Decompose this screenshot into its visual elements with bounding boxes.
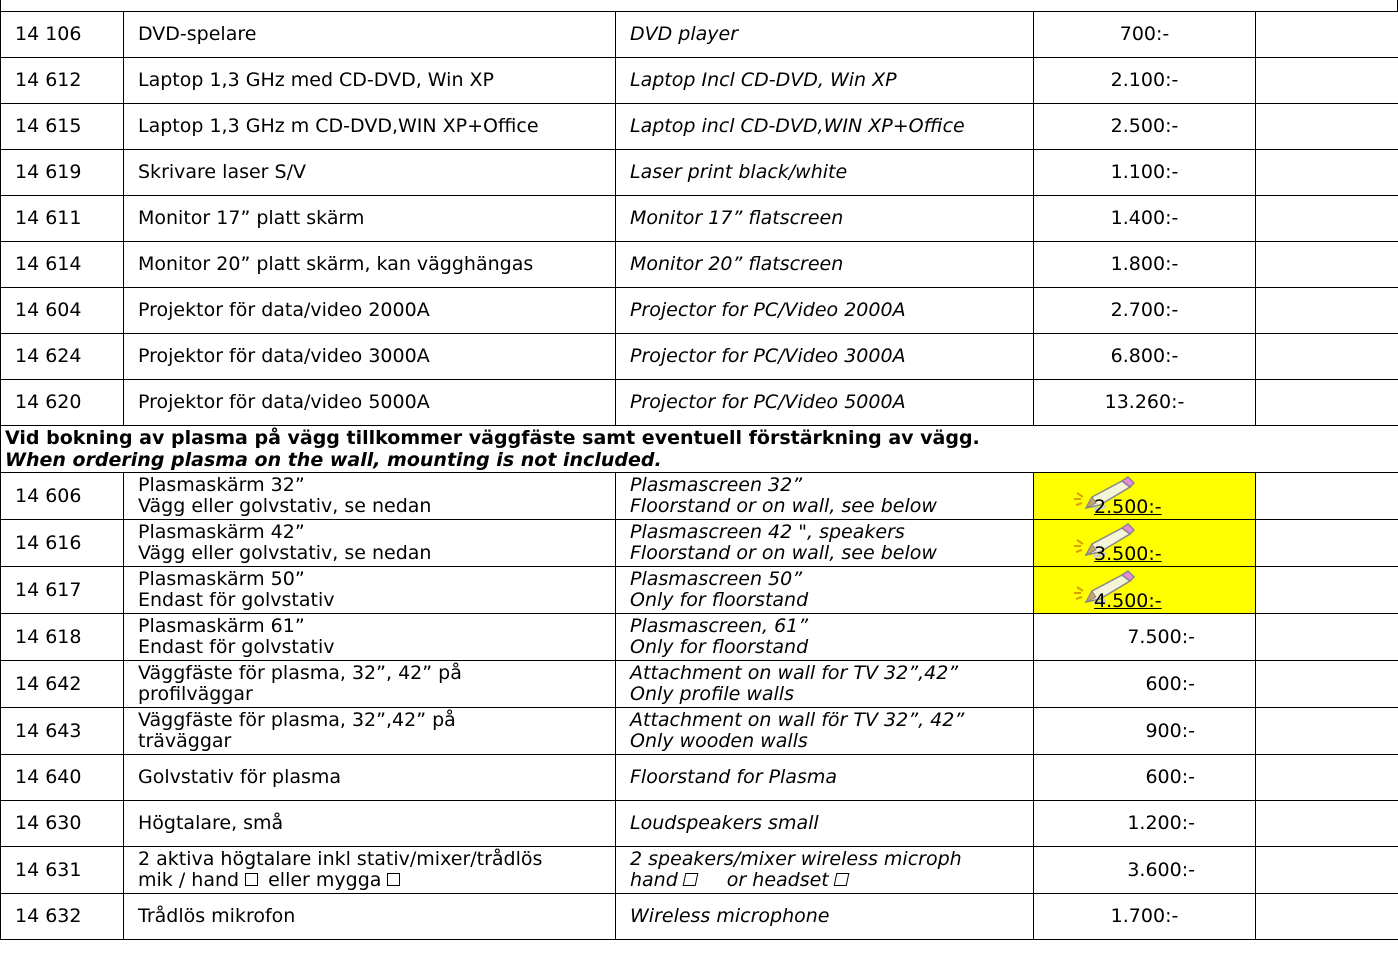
table-row [1,755,1398,801]
empty-cell [1256,380,1398,426]
item-code: 14 632 [1,894,124,940]
item-name-en-line2: Only for floorstand [630,636,809,658]
item-name-en-line1: Plasmascreen 42 ", speakers [630,521,905,543]
empty-cell [1256,473,1398,520]
item-price-highlighted [1034,520,1256,567]
empty-cell [1256,567,1398,614]
item-code: 14 643 [1,708,124,755]
item-name-sv: Projektor för data/video 2000A [124,288,616,334]
notice-row [1,426,1398,473]
empty-cell [1256,104,1398,150]
item-code: 14 611 [1,196,124,242]
item-code: 14 604 [1,288,124,334]
item-name-sv: Skrivare laser S/V [124,150,616,196]
option-mygga-label: eller mygga [268,869,382,891]
item-code: 14 614 [1,242,124,288]
item-code: 14 606 [1,473,124,520]
item-name-en [616,520,1034,567]
item-price: 900:- [1034,708,1256,755]
item-name-en-line2: Only profile walls [630,683,794,705]
item-price: 2.500:- [1094,496,1162,518]
item-code: 14 612 [1,58,124,104]
item-name-en-line2: Floorstand or on wall, see below [630,542,937,564]
item-name-en: DVD player [616,12,1034,58]
table-row [1,708,1398,755]
item-name-sv-line2: Vägg eller golvstativ, se nedan [138,495,432,517]
table-top-edge [0,0,1398,11]
item-price: 7.500:- [1034,614,1256,661]
option-headset-label: or headset [726,869,829,891]
item-name-sv-line1: Plasmaskärm 61” [138,615,305,637]
item-name-sv: Projektor för data/video 5000A [124,380,616,426]
table-row [1,242,1398,288]
empty-cell [1256,12,1398,58]
option-hand-label: hand [630,869,678,891]
item-price: 2.100:- [1034,58,1256,104]
checkbox-icon[interactable] [682,873,698,886]
item-name-sv: Högtalare, små [124,801,616,847]
table-row [1,196,1398,242]
item-name-sv-line2 [138,870,615,891]
item-code: 14 617 [1,567,124,614]
empty-cell [1256,661,1398,708]
item-name-en: Projector for PC/Video 2000A [616,288,1034,334]
checkbox-icon[interactable] [387,873,400,886]
item-code: 14 618 [1,614,124,661]
item-name-en-line1: Plasmascreen 32” [630,474,803,496]
item-name-sv-line2: träväggar [138,730,232,752]
item-name-sv [124,520,616,567]
empty-cell [1256,614,1398,661]
item-name-en-line1: Attachment on wall for TV 32”,42” [630,662,959,684]
empty-cell [1256,708,1398,755]
item-name-en: Monitor 20” flatscreen [616,242,1034,288]
item-price: 2.500:- [1034,104,1256,150]
item-price: 6.800:- [1034,334,1256,380]
notice-en: When ordering plasma on the wall, mounting is not included. [5,449,662,471]
item-name-sv [124,661,616,708]
item-name-en [616,708,1034,755]
item-code: 14 619 [1,150,124,196]
item-code: 14 631 [1,847,124,894]
item-name-en: Wireless microphone [616,894,1034,940]
item-name-sv: DVD-spelare [124,12,616,58]
table-row [1,614,1398,661]
table-row [1,12,1398,58]
empty-cell [1256,847,1398,894]
item-price: 700:- [1034,12,1256,58]
item-price: 1.200:- [1034,801,1256,847]
item-name-en-line1: 2 speakers/mixer wireless microph [630,848,962,870]
item-name-en: Loudspeakers small [616,801,1034,847]
empty-cell [1256,755,1398,801]
table-row [1,520,1398,567]
item-name-en: Laptop incl CD-DVD,WIN XP+Office [616,104,1034,150]
table-row [1,104,1398,150]
item-name-sv-line1: Plasmaskärm 50” [138,568,305,590]
item-name-sv [124,473,616,520]
item-price: 3.500:- [1094,543,1162,565]
item-price-highlighted [1034,567,1256,614]
notice-sv: Vid bokning av plasma på vägg tillkommer väggfäste samt eventuell förstärkning av vägg. [5,427,980,449]
empty-cell [1256,196,1398,242]
table-row [1,334,1398,380]
item-price: 13.260:- [1034,380,1256,426]
item-code: 14 640 [1,755,124,801]
item-name-en [616,847,1034,894]
empty-cell [1256,801,1398,847]
table-row [1,150,1398,196]
item-name-en: Laser print black/white [616,150,1034,196]
item-name-sv-line2: Vägg eller golvstativ, se nedan [138,542,432,564]
item-name-en [616,567,1034,614]
item-code: 14 624 [1,334,124,380]
table-row [1,661,1398,708]
item-name-sv: Trådlös mikrofon [124,894,616,940]
item-name-en-line2 [630,870,1033,891]
item-name-sv: Projektor för data/video 3000A [124,334,616,380]
table-row [1,58,1398,104]
item-price-highlighted [1034,473,1256,520]
item-name-en-line2: Only wooden walls [630,730,808,752]
item-name-sv: Laptop 1,3 GHz med CD-DVD, Win XP [124,58,616,104]
item-name-sv [124,567,616,614]
notice-cell [1,426,1398,473]
price-table [0,11,1398,940]
item-name-sv-line1: Plasmaskärm 42” [138,521,305,543]
item-name-en [616,614,1034,661]
item-code: 14 616 [1,520,124,567]
item-name-en-line2: Floorstand or on wall, see below [630,495,937,517]
item-name-sv: Laptop 1,3 GHz m CD-DVD,WIN XP+Office [124,104,616,150]
item-name-en: Projector for PC/Video 5000A [616,380,1034,426]
item-name-sv [124,614,616,661]
item-code: 14 615 [1,104,124,150]
item-price: 1.800:- [1034,242,1256,288]
item-name-sv: Golvstativ för plasma [124,755,616,801]
table-row [1,801,1398,847]
item-name-sv-line1: Väggfäste för plasma, 32”, 42” på [138,662,462,684]
item-name-en: Projector for PC/Video 3000A [616,334,1034,380]
empty-cell [1256,894,1398,940]
item-name-en-line1: Plasmascreen, 61” [630,615,809,637]
item-price: 600:- [1034,755,1256,801]
item-name-en-line1: Plasmascreen 50” [630,568,803,590]
item-name-sv: Monitor 20” platt skärm, kan vägghängas [124,242,616,288]
item-name-sv [124,708,616,755]
checkbox-icon[interactable] [245,873,258,886]
item-code: 14 642 [1,661,124,708]
table-row [1,380,1398,426]
item-price: 2.700:- [1034,288,1256,334]
item-name-sv-line1: Väggfäste för plasma, 32”,42” på [138,709,456,731]
item-price: 1.700:- [1034,894,1256,940]
item-price: 1.100:- [1034,150,1256,196]
item-code: 14 106 [1,12,124,58]
checkbox-icon[interactable] [833,873,849,886]
empty-cell [1256,520,1398,567]
item-name-en: Laptop Incl CD-DVD, Win XP [616,58,1034,104]
item-name-en-line1: Attachment on wall för TV 32”, 42” [630,709,965,731]
option-hand-label: mik / hand [138,869,240,891]
item-name-sv-line1: 2 aktiva högtalare inkl stativ/mixer/trådlös [138,848,543,870]
item-price: 1.400:- [1034,196,1256,242]
item-name-sv: Monitor 17” platt skärm [124,196,616,242]
table-row [1,473,1398,520]
item-price: 4.500:- [1094,590,1162,612]
item-name-sv-line2: Endast för golvstativ [138,636,335,658]
item-code: 14 620 [1,380,124,426]
empty-cell [1256,242,1398,288]
item-name-sv [124,847,616,894]
table-row [1,567,1398,614]
item-name-sv-line1: Plasmaskärm 32” [138,474,305,496]
empty-cell [1256,288,1398,334]
table-row [1,288,1398,334]
empty-cell [1256,150,1398,196]
empty-cell [1256,58,1398,104]
table-row [1,847,1398,894]
item-price: 600:- [1034,661,1256,708]
table-row [1,894,1398,940]
item-name-en: Floorstand for Plasma [616,755,1034,801]
item-code: 14 630 [1,801,124,847]
item-name-en [616,661,1034,708]
item-price: 3.600:- [1034,847,1256,894]
item-name-sv-line2: Endast för golvstativ [138,589,335,611]
item-name-sv-line2: profilväggar [138,683,253,705]
item-name-en-line2: Only for floorstand [630,589,809,611]
item-name-en: Monitor 17” flatscreen [616,196,1034,242]
empty-cell [1256,334,1398,380]
item-name-en [616,473,1034,520]
